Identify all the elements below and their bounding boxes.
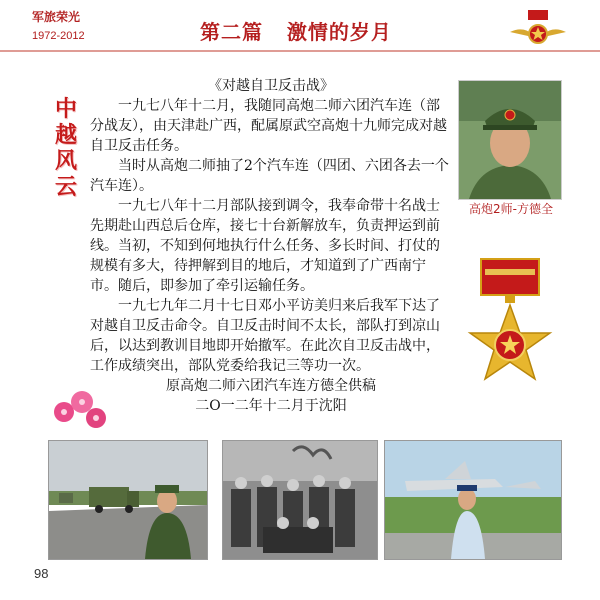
convoy-photo	[48, 440, 208, 560]
seal-char: 越	[54, 122, 77, 148]
flowers-decoration	[50, 388, 114, 432]
seal-char: 云	[54, 174, 77, 200]
article-signature: 原高炮二师六团汽车连方德全供稿	[166, 378, 376, 394]
portrait-caption: 高炮2师-方德全	[469, 202, 553, 216]
years-label: 1972-2012	[32, 30, 85, 42]
article-paragraph: 一九七八年十二月，我随同高炮二师六团汽车连（部分战友），由天津赴广西，配属原武空高炮十九师完成对越自卫反击任务。	[90, 98, 447, 154]
soldiers-group-photo	[222, 440, 378, 560]
article-date: 二O一二年十二月于沈阳	[195, 398, 347, 414]
article-body	[90, 76, 452, 416]
article-paragraph: 当时从高炮二师抽了2个汽车连（四团、六团各去一个汽车连）。	[90, 158, 449, 194]
brand-label: 军旅荣光	[32, 10, 81, 24]
article-paragraph: 一九七八年十二月部队接到调令，我奉命带十名战士先期赴山西总后仓库，接七十台新解放车，负责押运到前线。当初，不知到何地执行什么任务、多长时间、打仗的规模有多大，待押解到目的地后，才知道到了广西南宁市。随后，即参加了牵引运输任务。	[90, 198, 440, 294]
seal-char: 风	[54, 148, 77, 174]
airfield-photo	[384, 440, 562, 560]
seal-char: 中	[54, 96, 77, 122]
officer-portrait	[458, 80, 562, 200]
article-title: 《对越自卫反击战》	[208, 78, 334, 94]
section-title: 第二篇 激情的岁月	[200, 20, 392, 44]
header-divider	[0, 50, 600, 52]
page-number: 98	[34, 566, 49, 581]
medal-icon	[465, 255, 555, 395]
army-emblem-icon	[508, 8, 568, 48]
article-paragraph: 一九七九年二月十七日邓小平访美归来后我军下达了对越自卫反击命令。自卫反击时间不太长，部队打到凉山后，以达到教训目地即开始撤军。在此次自卫反击战中，工作成绩突出，部队党委给我记三等功一次。	[90, 298, 440, 374]
